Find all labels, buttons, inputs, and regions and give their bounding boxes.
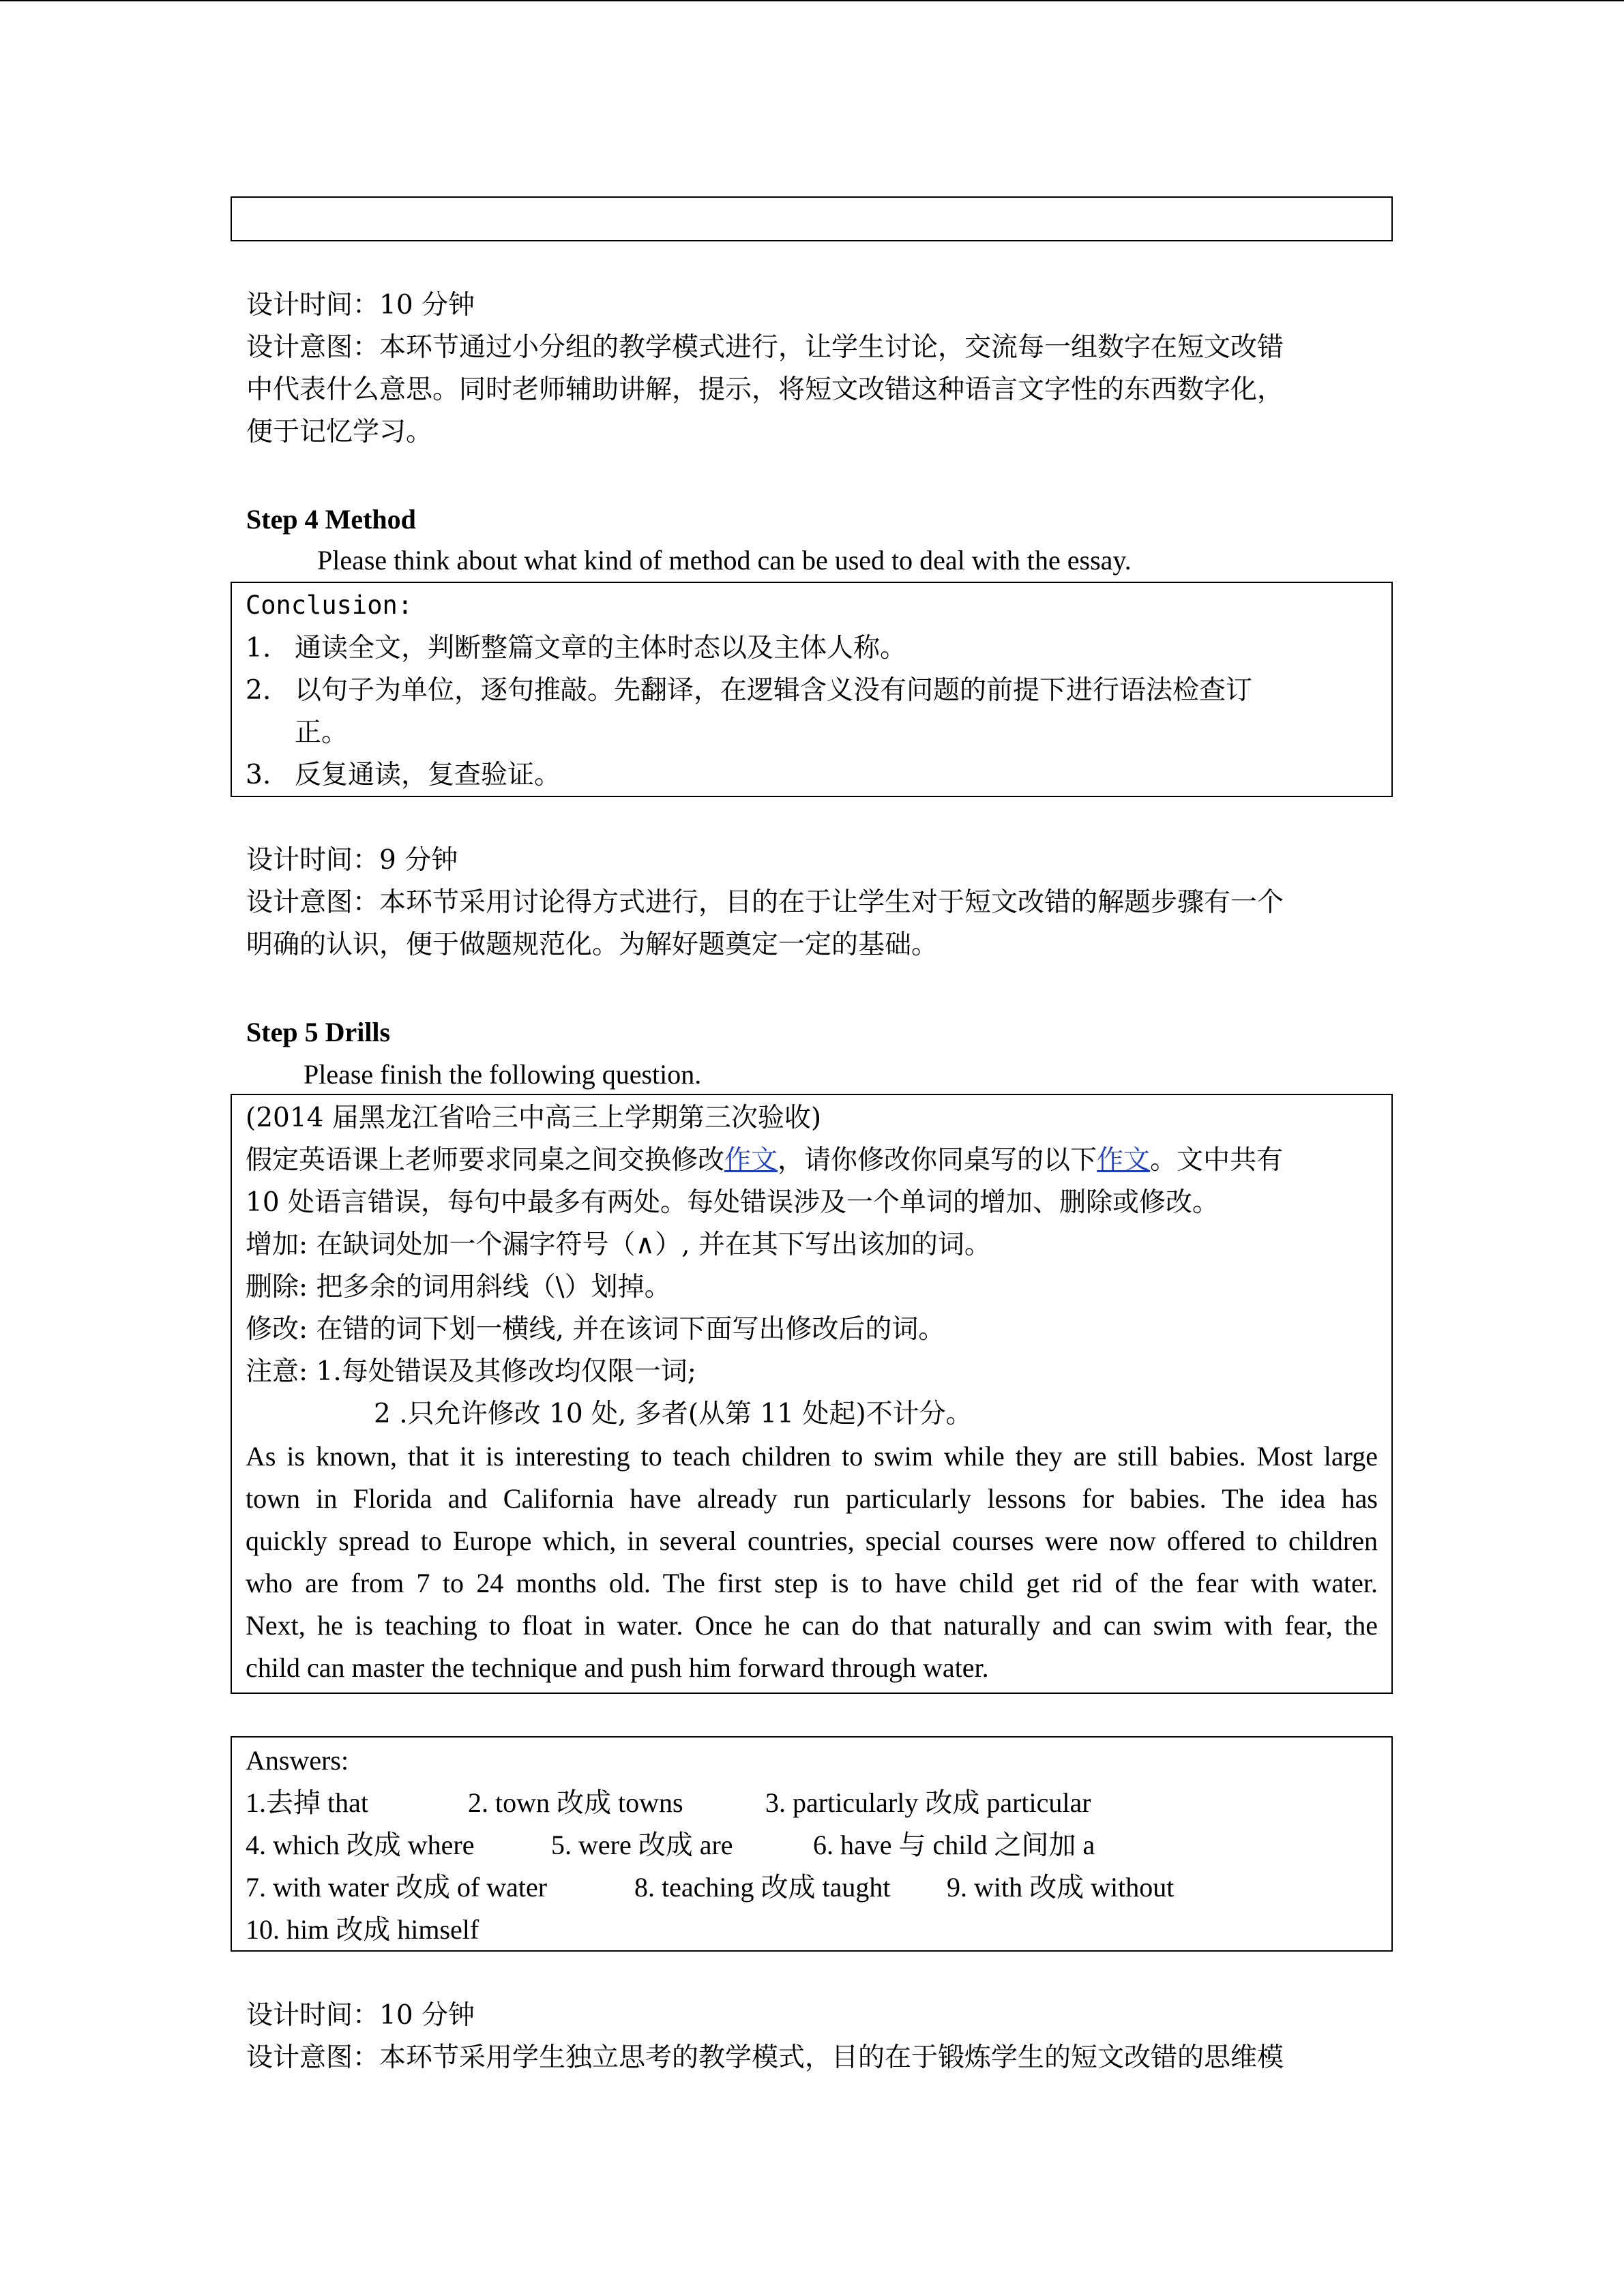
note-1: 注意: 1.每处错误及其修改均仅限一词; bbox=[246, 1356, 696, 1387]
answer-item: 3. particularly 改成 particular bbox=[765, 1787, 1091, 1818]
drill-instruction-line-1 bbox=[246, 1147, 1283, 1174]
passage-line-1: As is known, that it is interesting to teach children to swim while they are still babies. Most large bbox=[246, 1441, 1378, 1472]
step3-intent-line-1: 设计意图：本环节通过小分组的教学模式进行，让学生讨论，交流每一组数字在短文改错 bbox=[246, 332, 1284, 363]
drill-instruction-line-2: 10 处语言错误，每句中最多有两处。每处错误涉及一个单词的增加、删除或修改。 bbox=[246, 1187, 1220, 1218]
passage-line-2: town in Florida and California have already run particularly lessons for babies. The idea has bbox=[246, 1483, 1378, 1514]
conclusion-item-1 bbox=[246, 633, 907, 664]
answers-label: Answers: bbox=[246, 1745, 349, 1776]
answer-item: 1.去掉 that bbox=[246, 1787, 368, 1818]
step4-heading: Step 4 Method bbox=[246, 504, 416, 535]
drill-question-box bbox=[231, 1094, 1393, 1694]
essay-link-2[interactable]: 作文 bbox=[1097, 1145, 1151, 1176]
conclusion-item-text: 反复通读，复查验证。 bbox=[295, 760, 561, 790]
step4-intent-line-1: 设计意图：本环节采用讨论得方式进行，目的在于让学生对于短文改错的解题步骤有一个 bbox=[246, 887, 1284, 918]
answer-item: 5. were 改成 are bbox=[551, 1830, 733, 1860]
empty-table-box bbox=[231, 196, 1393, 241]
rule-modify: 修改: 在错的词下划一横线, 并在该词下面写出修改后的词。 bbox=[246, 1314, 945, 1345]
instruction-text: 假定英语课上老师要求同桌之间交换修改 bbox=[246, 1145, 725, 1176]
conclusion-item-2 bbox=[246, 677, 1252, 704]
step4-design-time: 设计时间：9 分钟 bbox=[246, 845, 458, 876]
conclusion-label: Conclusion: bbox=[246, 591, 413, 620]
conclusion-item-number: 2. bbox=[246, 675, 271, 706]
answer-item: 2. town 改成 towns bbox=[468, 1787, 683, 1818]
step5-design-time: 设计时间：10 分钟 bbox=[246, 2000, 475, 2031]
conclusion-item-2-continued: 正。 bbox=[295, 717, 349, 748]
step5-intent-line: 设计意图：本环节采用学生独立思考的教学模式，目的在于锻炼学生的短文改错的思维模 bbox=[246, 2042, 1284, 2073]
step4-intent-line-2: 明确的认识，便于做题规范化。为解好题奠定一定的基础。 bbox=[246, 929, 939, 960]
step3-design-time: 设计时间：10 分钟 bbox=[246, 290, 475, 320]
conclusion-item-text: 以句子为单位，逐句推敲。先翻译，在逻辑含义没有问题的前提下进行语法检查订 bbox=[295, 675, 1253, 706]
conclusion-item-3 bbox=[246, 762, 561, 788]
passage-line-4: who are from 7 to 24 months old. The first step is to have child get rid of the fear with water. bbox=[246, 1568, 1378, 1598]
page-top-border bbox=[0, 0, 1624, 1]
answer-item: 7. with water 改成 of water bbox=[246, 1872, 548, 1903]
conclusion-item-number: 1. bbox=[246, 633, 271, 664]
rule-add: 增加: 在缺词处加一个漏字符号（∧）, 并在其下写出该加的词。 bbox=[246, 1229, 991, 1260]
answer-item: 10. him 改成 himself bbox=[246, 1914, 479, 1945]
conclusion-item-text: 通读全文，判断整篇文章的主体时态以及主体人称。 bbox=[295, 633, 907, 664]
rule-delete: 删除: 把多余的词用斜线（\）划掉。 bbox=[246, 1272, 671, 1302]
answer-item: 4. which 改成 where bbox=[246, 1830, 475, 1860]
step3-intent-line-3: 便于记忆学习。 bbox=[246, 417, 433, 447]
essay-link-1[interactable]: 作文 bbox=[724, 1145, 778, 1176]
answers-box bbox=[231, 1736, 1393, 1952]
answer-item: 9. with 改成 without bbox=[947, 1872, 1175, 1903]
drill-source: (2014 届黑龙江省哈三中高三上学期第三次验收) bbox=[246, 1103, 822, 1133]
answer-item: 6. have 与 child 之间加 a bbox=[813, 1830, 1095, 1860]
conclusion-box bbox=[231, 582, 1393, 797]
passage-line-6: child can master the technique and push him forward through water. bbox=[246, 1652, 989, 1683]
passage-line-3: quickly spread to Europe which, in several countries, special courses were now offered to children bbox=[246, 1525, 1378, 1556]
instruction-text: 。文中共有 bbox=[1150, 1145, 1284, 1176]
step3-intent-line-2: 中代表什么意思。同时老师辅助讲解，提示，将短文改错这种语言文字性的东西数字化， bbox=[246, 374, 1284, 405]
step5-prompt: Please finish the following question. bbox=[304, 1059, 702, 1090]
passage-line-5: Next, he is teaching to float in water. Once he can do that naturally and can swim with fear, the bbox=[246, 1610, 1378, 1641]
note-2: 2 .只允许修改 10 处, 多者(从第 11 处起)不计分。 bbox=[374, 1399, 973, 1429]
answer-item: 8. teaching 改成 taught bbox=[634, 1872, 891, 1903]
step4-prompt: Please think about what kind of method can be used to deal with the essay. bbox=[317, 545, 1132, 576]
instruction-text: ，请你修改你同桌写的以下 bbox=[778, 1145, 1097, 1176]
step5-heading: Step 5 Drills bbox=[246, 1017, 391, 1047]
conclusion-item-number: 3. bbox=[246, 760, 271, 790]
